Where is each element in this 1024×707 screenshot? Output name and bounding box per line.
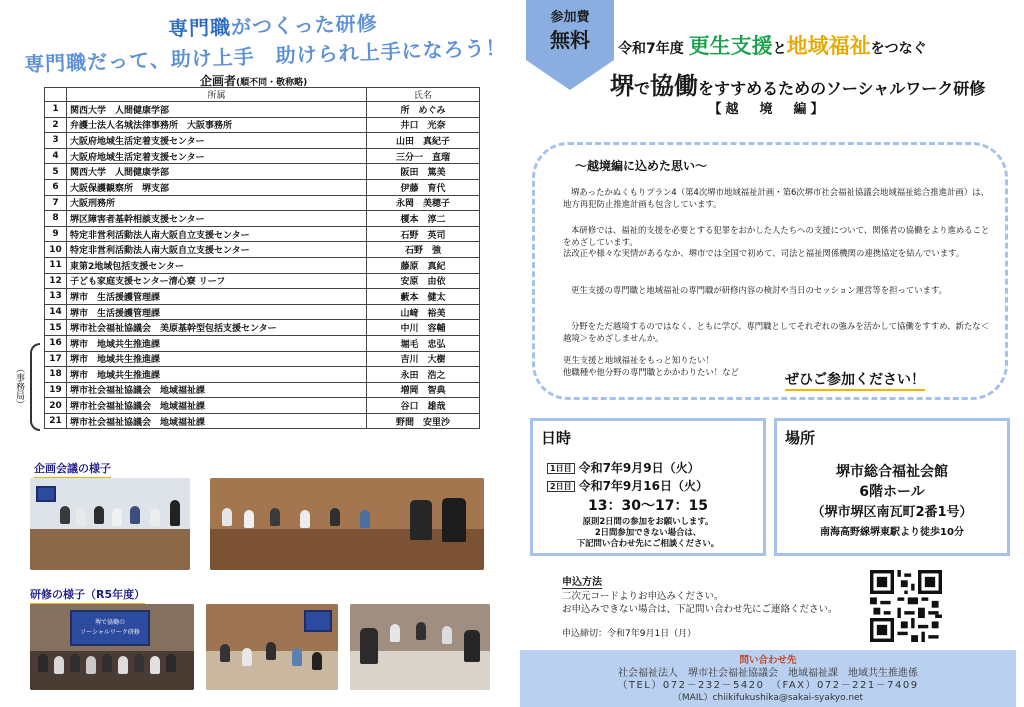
table-row xyxy=(45,242,480,258)
thoughts-box xyxy=(532,142,1008,400)
organizer-affiliation: 堺市社会福祉協議会 地域福祉課 xyxy=(67,413,367,429)
training-photo-3 xyxy=(350,604,490,690)
planning-photo-1 xyxy=(30,478,190,570)
day1-row: 1日目 令和7年9月9日（火） xyxy=(547,459,700,476)
place-box xyxy=(774,418,1010,556)
date-note-3: 下記問い合わせ先にご相談ください。 xyxy=(576,538,720,548)
table-row xyxy=(45,164,480,180)
organizer-name: 石野 英司 xyxy=(367,226,480,242)
organizer-name: 永岡 美穂子 xyxy=(367,195,480,211)
header-affiliation: 所属 xyxy=(67,88,367,102)
organizer-name: 永田 浩之 xyxy=(367,367,480,383)
place-title: 場所 xyxy=(785,429,816,447)
thoughts-paragraph-3: 更生支援の専門職と地域福祉の専門職が研修内容の検討や当日のセッション運営等を担っています。 xyxy=(571,285,948,295)
table-row xyxy=(45,133,480,149)
organizer-number: 17 xyxy=(45,351,67,367)
organizer-number: 9 xyxy=(45,226,67,242)
header-no xyxy=(45,88,67,102)
apply-text-1: 二次元コードよりお申込みください。 xyxy=(562,591,724,602)
header-name: 氏名 xyxy=(367,88,480,102)
organizer-name: 野間 安里沙 xyxy=(367,413,480,429)
contact-heading: 問い合わせ先 xyxy=(739,655,797,666)
table-row xyxy=(45,211,480,227)
table-row xyxy=(45,413,480,429)
fee-value: 無料 xyxy=(550,28,590,52)
organizer-affiliation: 東第2地域包括支援センター xyxy=(67,257,367,273)
organizer-affiliation: 子ども家庭支援センター清心寮 リーフ xyxy=(67,273,367,289)
left-subtitle: 専門職だって、助け上手 助けられ上手になろう！ xyxy=(23,35,507,77)
training-photo-1: 堺で協働の ソーシャルワーク研修 xyxy=(30,604,194,690)
organizer-number: 12 xyxy=(45,273,67,289)
organizer-number: 3 xyxy=(45,133,67,149)
table-row xyxy=(45,382,480,398)
organizer-affiliation: 特定非営利活動法人南大阪自立支援センター xyxy=(67,226,367,242)
organizer-affiliation: 特定非営利活動法人南大阪自立支援センター xyxy=(67,242,367,258)
organizer-affiliation: 堺市 地域共生推進課 xyxy=(67,351,367,367)
free-fee-badge xyxy=(526,0,614,90)
organizer-affiliation: 弁護士法人名城法律事務所 大阪事務所 xyxy=(67,117,367,133)
organizer-affiliation: 堺市 地域共生推進課 xyxy=(67,367,367,383)
organizer-name: 山田 真紀子 xyxy=(367,133,480,149)
place-venue: 堺市総合福祉会館 xyxy=(836,464,948,480)
organizer-number: 11 xyxy=(45,257,67,273)
organizer-name: 三分一 直瑠 xyxy=(367,148,480,164)
apply-deadline: 申込締切：令和7年9月1日（月） xyxy=(562,629,697,639)
contact-organization: 社会福祉法人 堺市社会福祉協議会 地域福祉課 地域共生推進係 xyxy=(618,668,918,679)
left-title: 専門職がつくった研修 xyxy=(167,11,378,41)
organizer-name: 堀毛 忠弘 xyxy=(367,335,480,351)
organizer-name: 井口 光奈 xyxy=(367,117,480,133)
title-edition: 【越 境 編】 xyxy=(708,102,828,117)
organizer-name: 中川 容輔 xyxy=(367,320,480,336)
organizer-number: 8 xyxy=(45,211,67,227)
place-address: （堺市堺区南瓦町2番1号） xyxy=(811,505,973,520)
table-row xyxy=(45,335,480,351)
organizer-name: 藪本 健太 xyxy=(367,289,480,305)
organizer-number: 7 xyxy=(45,195,67,211)
organizer-number: 19 xyxy=(45,382,67,398)
right-page xyxy=(512,0,1024,707)
join-cta: ぜひご参加ください！ xyxy=(785,369,925,391)
time-range: 13：30～17：15 xyxy=(588,498,708,514)
date-title: 日時 xyxy=(541,429,572,447)
table-row xyxy=(45,117,480,133)
organizer-affiliation: 堺市社会福祉協議会 美原基幹型包括支援センター xyxy=(67,320,367,336)
organizer-name: 谷口 雄哉 xyxy=(367,398,480,414)
organizer-name: 所 めぐみ xyxy=(367,102,480,118)
organizer-number: 20 xyxy=(45,398,67,414)
table-row xyxy=(45,304,480,320)
thoughts-paragraph-1: 堺あったかぬくもりプラン4（第4次堺市地域福祉計画・第6次堺市社会福祉協議会地域福祉総合推進計画）は、地方再犯防止推進計画も包含しています。 xyxy=(563,187,989,209)
organizer-affiliation: 堺市 生活援護管理課 xyxy=(67,304,367,320)
contact-email-link[interactable]: （MAIL）chiikifukushika@sakai-syakyo.net xyxy=(672,693,864,703)
organizer-name: 阪田 篤美 xyxy=(367,164,480,180)
organizer-number: 21 xyxy=(45,413,67,429)
title-line-1: 令和7年度 更生支援と地域福祉をつなぐ xyxy=(618,34,927,58)
fee-label: 参加費 xyxy=(550,10,590,25)
organizer-affiliation: 堺市社会福祉協議会 地域福祉課 xyxy=(67,382,367,398)
organizer-affiliation: 大阪保護観察所 堺支部 xyxy=(67,179,367,195)
table-row xyxy=(45,148,480,164)
organizer-name: 石野 強 xyxy=(367,242,480,258)
organizer-name: 榎本 淳二 xyxy=(367,211,480,227)
organizer-affiliation: 堺市 生活援護管理課 xyxy=(67,289,367,305)
contact-tel-fax: （TEL）072－232－5420 （FAX）072－221－7409 xyxy=(617,680,919,691)
day2-row: 2日目 令和7年9月16日（火） xyxy=(547,477,708,494)
table-row xyxy=(45,257,480,273)
thoughts-paragraph-2: 本研修では、福祉的支援を必要とする犯罪をおかした人たちへの支援について、関係者の協働をより進めることをめざしています。 法改正や様々な実情があるなか、堺市では全国で初めて、司法と福祉関係機関の連携協定を結んでいます。 xyxy=(563,225,990,258)
organizer-affiliation: 堺区障害者基幹相談支援センター xyxy=(67,211,367,227)
place-hall: 6階ホール xyxy=(859,484,925,500)
apply-text-2: お申込みできない場合は、下記問い合わせ先にご連絡ください。 xyxy=(562,604,838,615)
table-row xyxy=(45,273,480,289)
secretariat-label: （事務局） xyxy=(14,364,24,409)
organizer-affiliation: 大阪府地域生活定着支援センター xyxy=(67,148,367,164)
date-box xyxy=(530,418,766,556)
organizer-number: 16 xyxy=(45,335,67,351)
table-row xyxy=(45,179,480,195)
title-line-2: 堺で協働をすすめるためのソーシャルワーク研修 xyxy=(610,72,986,100)
organizer-number: 10 xyxy=(45,242,67,258)
organizer-number: 15 xyxy=(45,320,67,336)
org-heading: 企画者(順不同・敬称略) xyxy=(200,74,308,88)
organizer-name: 安原 由依 xyxy=(367,273,480,289)
planning-meeting-label: 企画会議の様子 xyxy=(34,460,111,479)
organizer-number: 14 xyxy=(45,304,67,320)
table-row xyxy=(45,398,480,414)
thoughts-title: ～越境編に込めた思い～ xyxy=(575,159,708,173)
organizer-name: 山﨑 裕美 xyxy=(367,304,480,320)
date-note-2: 2日間参加できない場合は、 xyxy=(594,527,702,537)
table-row xyxy=(45,226,480,242)
organizer-name: 伊藤 育代 xyxy=(367,179,480,195)
organizer-name: 吉川 大樹 xyxy=(367,351,480,367)
table-row xyxy=(45,367,480,383)
table-row xyxy=(45,195,480,211)
organizer-affiliation: 堺市 地域共生推進課 xyxy=(67,335,367,351)
organizer-affiliation: 大阪刑務所 xyxy=(67,195,367,211)
organizer-number: 6 xyxy=(45,179,67,195)
organizer-number: 2 xyxy=(45,117,67,133)
organizer-name: 増岡 智典 xyxy=(367,382,480,398)
organizer-affiliation: 大阪府地域生活定着支援センター xyxy=(67,133,367,149)
organizer-number: 18 xyxy=(45,367,67,383)
organizer-affiliation: 堺市社会福祉協議会 地域福祉課 xyxy=(67,398,367,414)
organizer-affiliation: 関西大学 人間健康学部 xyxy=(67,164,367,180)
application-qr-code[interactable] xyxy=(870,570,942,642)
organizer-number: 4 xyxy=(45,148,67,164)
table-row xyxy=(45,320,480,336)
organizer-affiliation: 関西大学 人間健康学部 xyxy=(67,102,367,118)
organizer-number: 5 xyxy=(45,164,67,180)
organizer-table xyxy=(44,87,480,429)
secretariat-bracket xyxy=(30,343,40,431)
organizer-name: 藤原 真紀 xyxy=(367,257,480,273)
planning-photo-2 xyxy=(210,478,484,570)
place-access: 南海高野線堺東駅より徒歩10分 xyxy=(820,527,964,538)
table-row xyxy=(45,289,480,305)
training-label: 研修の様子（R5年度） xyxy=(30,586,145,605)
table-row xyxy=(45,102,480,118)
table-row xyxy=(45,351,480,367)
table-header-row xyxy=(45,88,480,102)
organizer-number: 13 xyxy=(45,289,67,305)
apply-label: 申込方法 xyxy=(562,573,602,589)
date-note-1: 原則2日間の参加をお願いします。 xyxy=(582,516,714,526)
thoughts-paragraph-5: 更生支援と地域福祉をもっと知りたい！ 他職種や他分野の専門職とかかわりたい！など xyxy=(563,355,739,377)
organizer-number: 1 xyxy=(45,102,67,118)
contact-bar xyxy=(520,650,1016,707)
thoughts-paragraph-4: 分野をただ越境するのではなく、ともに学び、専門職としてそれぞれの強みを活かして協働をすすめ、新たな＜越境＞をめざしませんか。 xyxy=(563,321,989,343)
training-photo-2 xyxy=(206,604,338,690)
